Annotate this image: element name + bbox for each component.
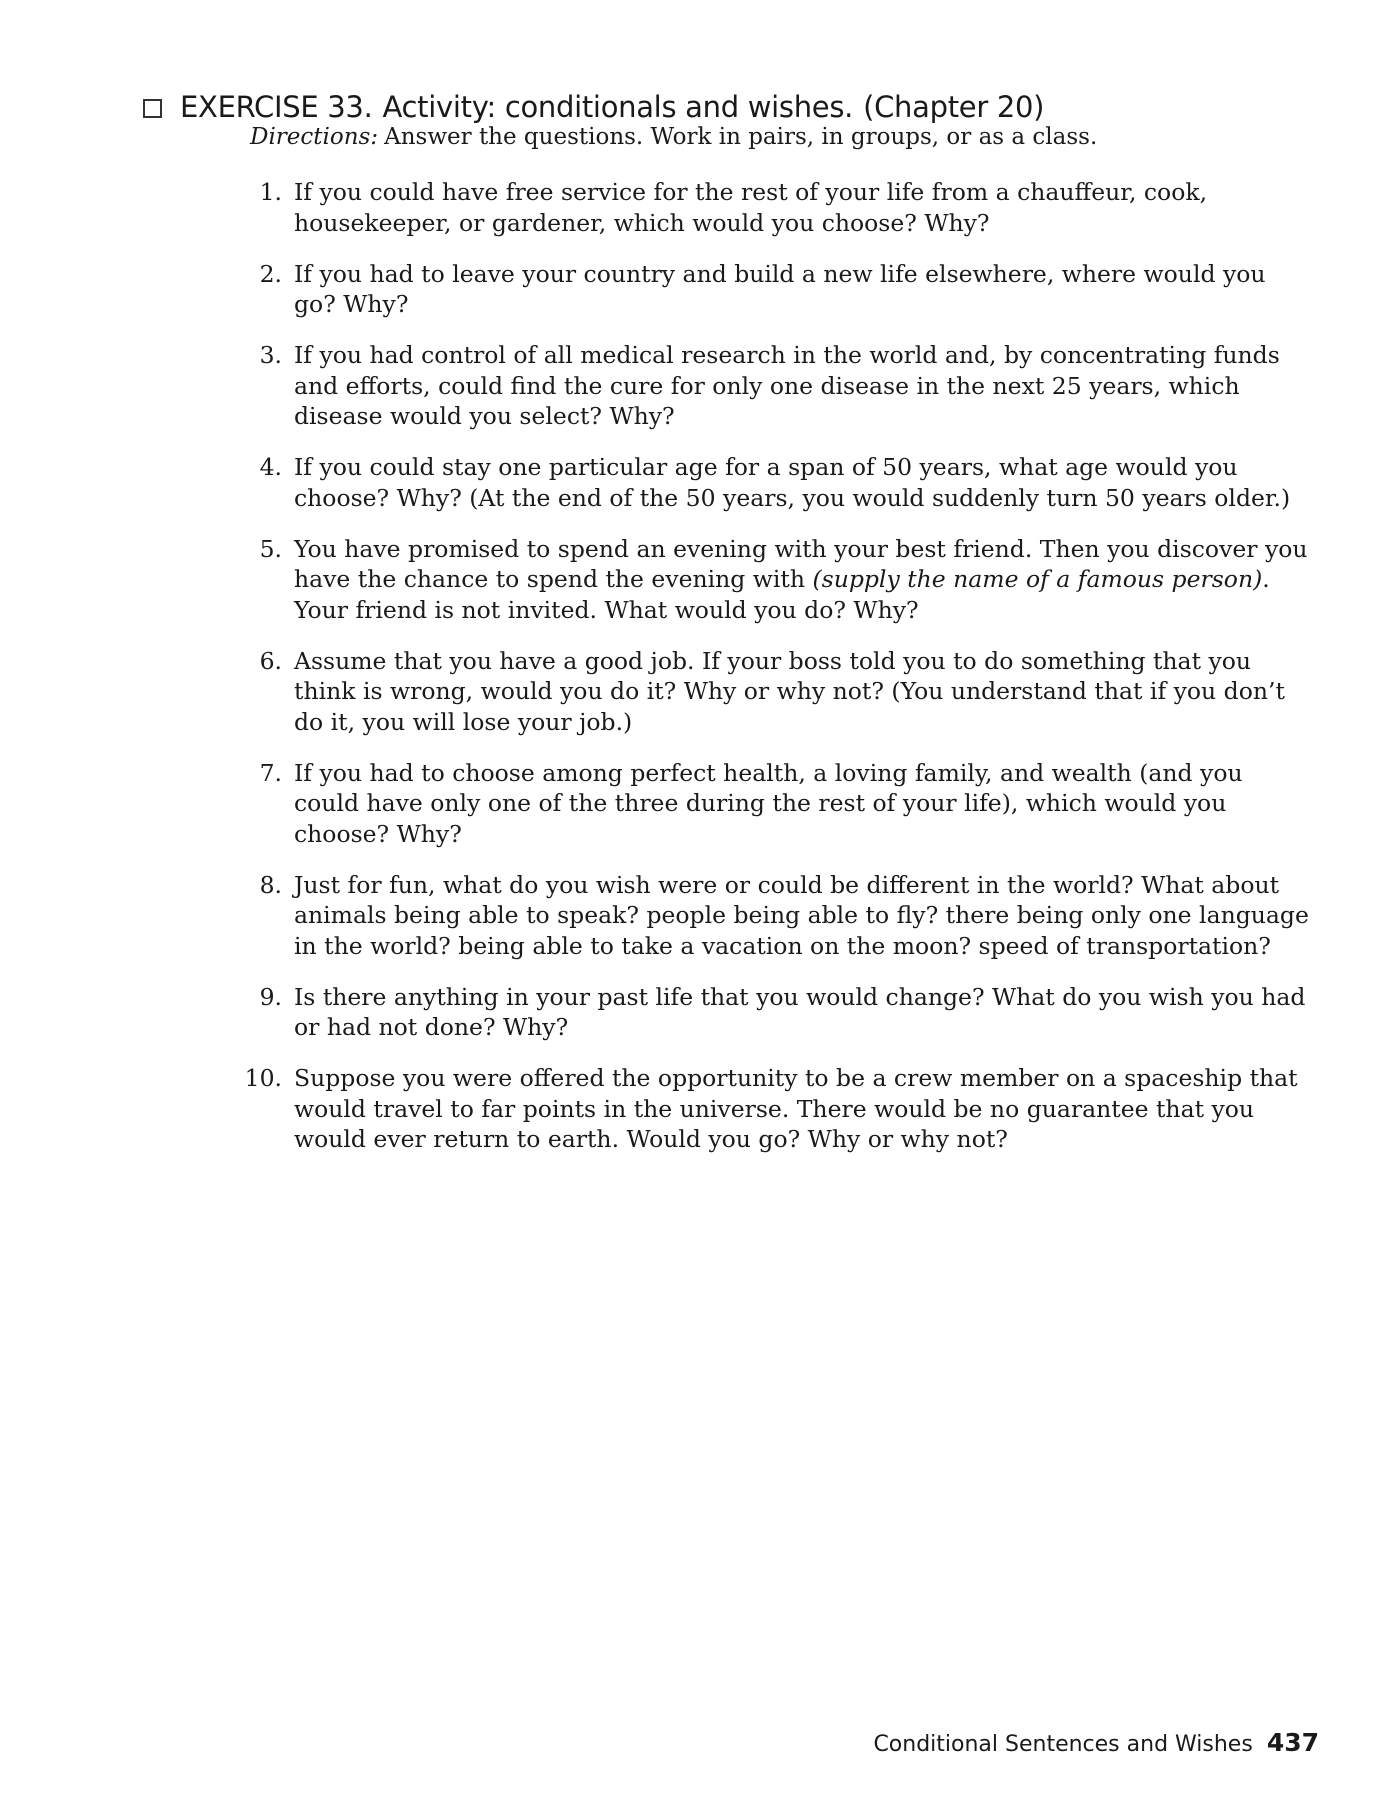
directions-text: Answer the questions. Work in pairs, in groups, or as a class.	[384, 124, 1098, 150]
question-item	[238, 870, 1338, 962]
question-number: 9.	[259, 982, 282, 1011]
question-number: 5.	[259, 534, 282, 563]
question-text: Suppose you were offered the opportunity to be a crew member on a spaceship that would travel to far points in the universe. There would be no guarantee that you would ever return to earth. Would you go? Why or why not?	[294, 1064, 1298, 1153]
question-text: Assume that you have a good job. If your boss told you to do something that you think is wrong, would you do it? Why or why not? (You understand that if you don’t do it, you will lose your job.)	[294, 646, 1285, 736]
question-item	[238, 177, 1338, 238]
question-item	[238, 534, 1338, 626]
question-number: 4.	[259, 453, 282, 481]
question-item	[238, 982, 1338, 1043]
directions-label: Directions:	[250, 124, 379, 150]
footer-section-title: Conditional Sentences and Wishes	[873, 1732, 1253, 1757]
question-item	[238, 646, 1338, 738]
exercise-title: Activity: conditionals and wishes.	[382, 90, 854, 124]
question-text-part: . Your friend is not invited. What would you do? Why?	[294, 565, 1270, 624]
question-number: 2.	[259, 259, 282, 288]
question-number: 7.	[259, 758, 282, 787]
question-item	[238, 340, 1338, 432]
directions	[250, 124, 1097, 150]
question-number: 10.	[244, 1064, 282, 1092]
question-text: Just for fun, what do you wish were or could be different in the world? What about animals being able to speak? people being able to fly? there being only one language in the world? being able to take a vacation on the moon? speed of transportation?	[294, 870, 1309, 960]
page-number: 437	[1266, 1728, 1319, 1757]
question-item	[238, 452, 1338, 513]
question-item	[238, 1063, 1338, 1155]
question-text: If you had to leave your country and build a new life elsewhere, where would you go? Why?	[294, 259, 1266, 318]
question-text: If you could have free service for the rest of your life from a chauffeur, cook, housekeeper, or gardener, which would you choose? Why?	[294, 178, 1208, 237]
question-text: If you had control of all medical research in the world and, by concentrating funds and efforts, could find the cure for only one disease in the next 25 years, which disease would you select? Why?	[294, 341, 1280, 430]
question-number: 6.	[259, 646, 282, 675]
question-text: Is there anything in your past life that you would change? What do you wish you had or had not done? Why?	[294, 982, 1306, 1041]
question-text	[294, 534, 1314, 626]
question-number: 1.	[259, 178, 282, 206]
exercise-chapter: (Chapter 20)	[863, 90, 1045, 124]
question-text-italic: (supply the name of a famous person)	[812, 565, 1263, 593]
question-number: 8.	[259, 870, 282, 899]
exercise-header	[143, 90, 1044, 124]
question-text: If you had to choose among perfect health, a loving family, and wealth (and you could have only one of the three during the rest of your life), which would you choose? Why?	[294, 758, 1243, 848]
question-list	[238, 177, 1338, 1175]
question-number: 3.	[259, 341, 282, 369]
exercise-label: EXERCISE 33.	[180, 90, 373, 124]
question-text: If you could stay one particular age for a span of 50 years, what age would you choose? Why? (At the end of the 50 years, you would suddenly turn 50 years older.)	[294, 453, 1291, 512]
question-text-part: You have promised to spend an evening with your best friend. Then you discover you have the chance to spend the evening with	[294, 534, 1308, 593]
exercise-checkbox[interactable]	[143, 99, 162, 118]
question-item	[238, 758, 1338, 850]
question-item	[238, 259, 1338, 320]
page-footer	[873, 1728, 1319, 1757]
